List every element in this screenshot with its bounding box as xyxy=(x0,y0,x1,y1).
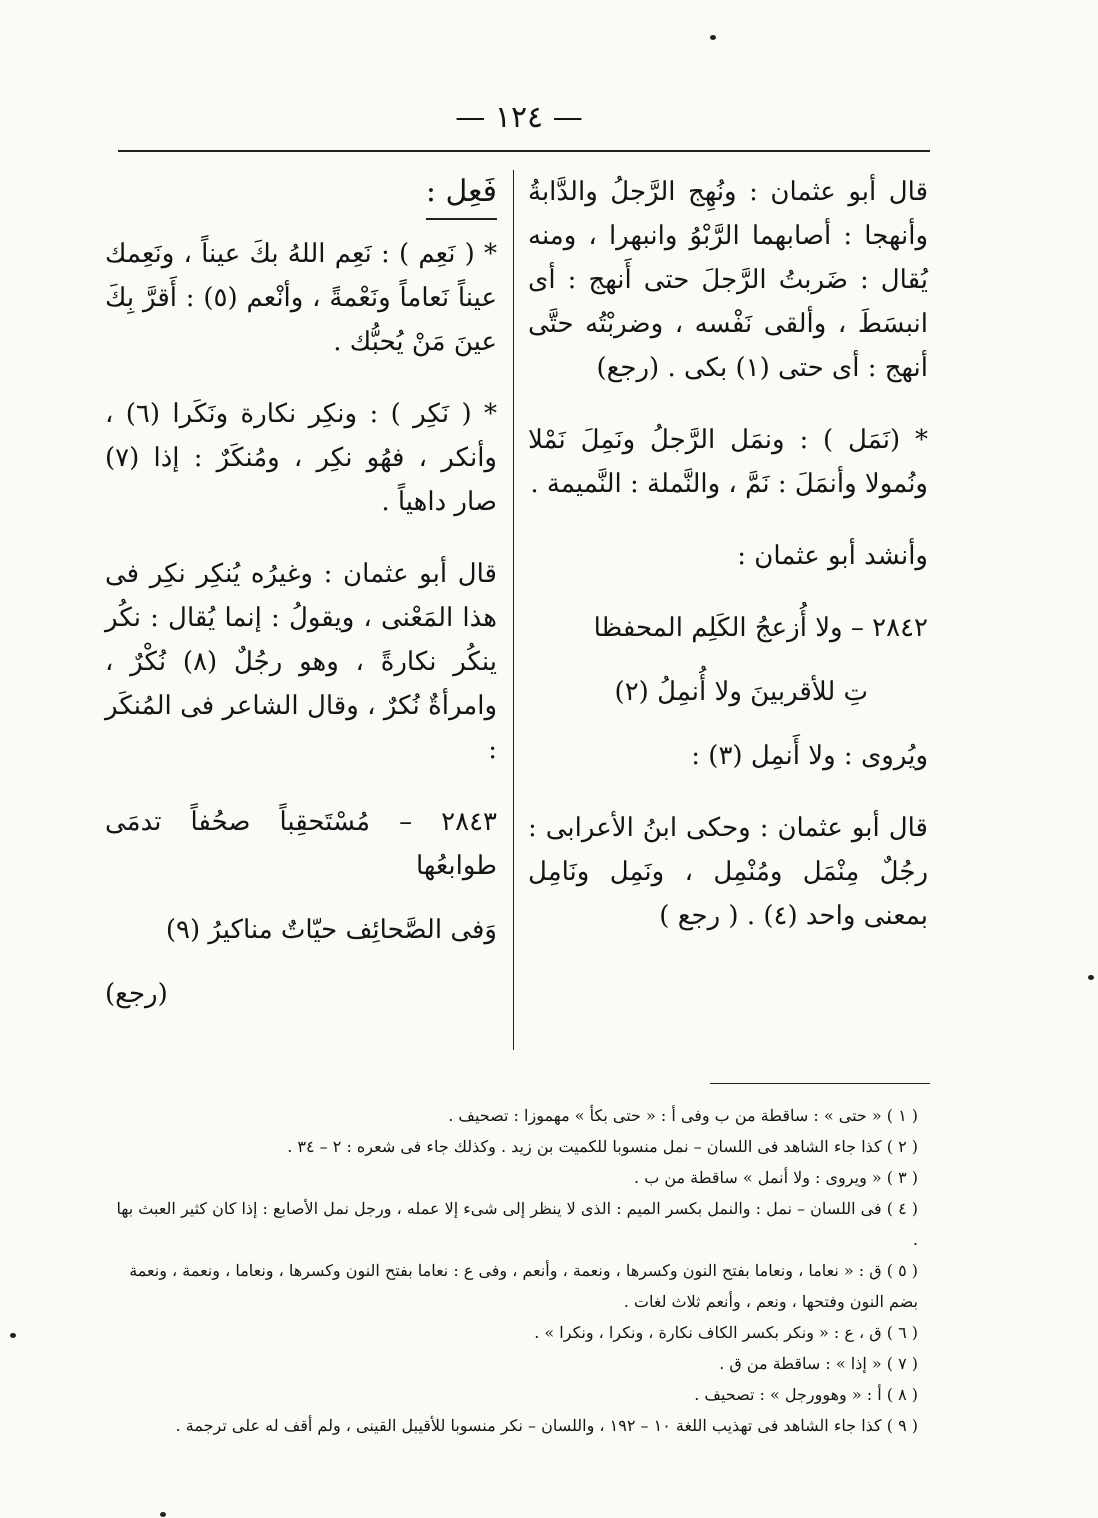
footnote-6: ( ٦ ) ق ، ع : « ونكر بكسر الكاف نكارة ، ونكرا ، ونكرا » . xyxy=(534,1323,918,1342)
ink-speck-bottom xyxy=(160,1512,166,1517)
footnotes xyxy=(108,1100,918,1441)
section-heading: فَعِل : xyxy=(426,170,497,220)
variant-reading: ويُروى : ولا أَنمِل (٣) : xyxy=(691,741,928,771)
entry-namal: * (نَمَل ) : ونمَل الرَّجلُ ونَمِلَ نَمْلا ونُمولا وأنمَلَ : نَمَّ ، والنَّملة : النَّميمة . xyxy=(528,425,928,499)
entry-naim: * ( نَعِم ) : نَعِم اللهُ بكَ عيناً ، ونَعِمك عيناً نَعاماً ونَعْمةً ، وأنْعم (٥) : أَقرَّ بِكَ عينَ مَنْ يُحبُّك . xyxy=(105,239,498,357)
right-column xyxy=(528,170,928,966)
ink-speck-top xyxy=(710,35,716,40)
footnote-3: ( ٣ ) « ويروى : ولا أنمل » ساقطة من ب . xyxy=(634,1168,918,1187)
footnote-4: ( ٤ ) فى اللسان – نمل : والنمل بكسر الميم : الذى لا ينظر إلى شىء إلا عمله ، ورجل نمل الأصابع : إذا كان كثير العبث بها . xyxy=(116,1199,918,1249)
ink-speck-right xyxy=(1088,975,1094,980)
ink-speck-left xyxy=(10,1333,16,1338)
verse-2842-line1: ٢٨٤٢ – ولا أُزعجُ الكَلِم المحفظا xyxy=(593,613,928,643)
left-column xyxy=(105,170,497,1036)
abu-uthman-note: قال أبو عثمان : وغيرُه يُنكِر نكِر فى هذا المَعْنى ، ويقولُ : إنما يُقال : نكُر ينكُر نكارةً ، وهو رجُلٌ (٨) نُكْرٌ ، وامرأةٌ نُكرٌ ، وقال الشاعر فى المُنكَر : xyxy=(105,559,497,765)
footnote-9: ( ٩ ) كذا جاء الشاهد فى تهذيب اللغة ١٠ – ١٩٢ ، واللسان – نكر منسوبا للأقيبل القينى ، ولم أقف له على ترجمة . xyxy=(175,1416,918,1435)
footnote-7: ( ٧ ) « إذا » : ساقطة من ق . xyxy=(719,1354,918,1373)
page-number: — ١٢٤ — xyxy=(455,100,583,135)
verse-intro: وأنشد أبو عثمان : xyxy=(737,541,928,571)
entry-nahij: قال أبو عثمان : ونُهِج الرَّجلُ والدَّابةُ وأنهجا : أصابهما الرَّبْوُ وانبهرا ، ومنه يُقال : ضَربتُ الرَّجلَ حتى أَنهج : أى انبسَطَ ، وألقى نَفْسه ، وضربْتُه حتَّى أنهج : أى حتى (١) بكى . (رجع) xyxy=(528,177,928,383)
entry-nakir: * ( نَكِر ) : ونكِر نكارة ونَكَرا (٦) ، وأنكر ، فهُو نكِر ، ومُنكَرٌ : إذا (٧) صار داهياً . xyxy=(105,399,497,517)
ibn-alarabi-note: قال أبو عثمان : وحكى ابنُ الأعرابى : رجُلٌ مِنْمَل ومُنْمِل ، ونَمِل ونَامِل بمعنى واحد (٤) . ( رجع ) xyxy=(528,813,928,931)
footnote-1: ( ١ ) « حتى » : ساقطة من ب وفى أ : « حتى بكأ » مهموزا : تصحيف . xyxy=(448,1106,918,1125)
column-divider xyxy=(513,170,514,1050)
header-rule xyxy=(118,150,930,152)
return-marker: (رجع) xyxy=(105,979,168,1009)
verse-2843-line1: ٢٨٤٣ – مُسْتَحقِباً صحُفاً تدمَى طوابعُها xyxy=(105,807,497,881)
footnote-8: ( ٨ ) أ : « وهوورجل » : تصحيف . xyxy=(694,1385,918,1404)
verse-2843-line2: وَفى الصَّحائِف حيّاتٌ مناكيرُ (٩) xyxy=(165,915,497,945)
verse-2842-line2: تِ للأقربينَ ولا أُنمِلُ (٢) xyxy=(614,677,868,707)
footnote-rule xyxy=(710,1083,930,1084)
footnote-2: ( ٢ ) كذا جاء الشاهد فى اللسان – نمل منسوبا للكميت بن زيد . وكذلك جاء فى شعره : ٢ – ٣٤ . xyxy=(287,1137,918,1156)
footnote-5: ( ٥ ) ق : « نعاما ، ونعاما بفتح النون وكسرها ، ونعمة ، وأنعم ، وفى ع : نعاما بفتح النون وكسرها ، ونعاما ، ونعمة ، ونعمة بضم النون وفتحها ، ونعم ، وأنعم ثلاث لغات . xyxy=(129,1261,918,1311)
